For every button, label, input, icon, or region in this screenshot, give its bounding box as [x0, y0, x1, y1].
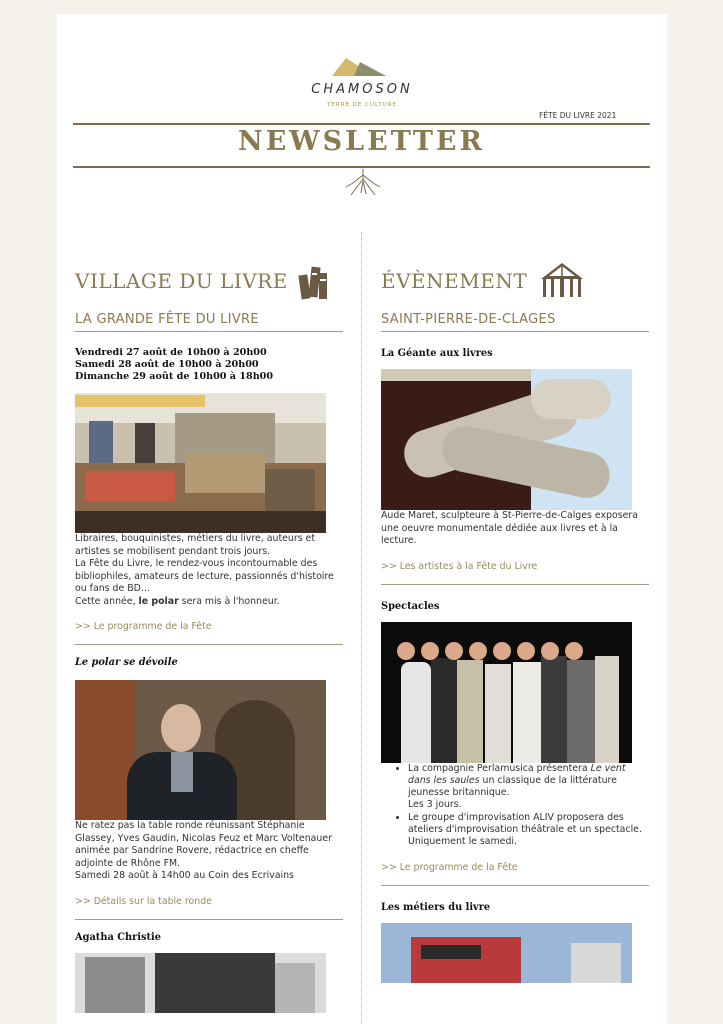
column-divider — [361, 232, 362, 1024]
separator — [381, 584, 649, 585]
sculpture-photo[interactable] — [381, 369, 632, 510]
bullet-text: un classique de la littérature jeunesse britannique. — [408, 774, 617, 799]
list-item — [408, 763, 649, 812]
edition-label: FÊTE DU LIVRE 2021 — [539, 111, 617, 120]
polar-title: Le polar se dévoile — [75, 657, 178, 668]
book-market-photo[interactable] — [75, 393, 326, 533]
photo-person — [135, 423, 155, 463]
section-title-text: ÉVÈNEMENT — [381, 269, 528, 293]
header-rule-top — [73, 123, 650, 125]
tent-icon — [537, 261, 587, 301]
newsletter-page — [57, 14, 667, 1024]
list-item — [408, 812, 649, 849]
photo-scarf — [171, 752, 193, 792]
programme-link[interactable]: >> Le programme de la Fête — [75, 621, 212, 632]
subtitle-grande-fete: LA GRANDE FÊTE DU LIVRE — [75, 312, 343, 332]
bullet-text: La compagnie Perlamusica présentera — [408, 762, 591, 774]
photo-performer — [485, 664, 511, 763]
photo-performer — [595, 656, 619, 763]
highlight-line — [75, 596, 343, 609]
books-icon — [298, 261, 330, 301]
photo-face — [161, 704, 201, 752]
train-photo[interactable] — [381, 923, 632, 983]
artistes-link[interactable]: >> Les artistes à la Fête du Livre — [381, 560, 538, 572]
agatha-photo[interactable] — [75, 953, 326, 1013]
section-title-evenement — [381, 258, 649, 304]
logo-tagline: TERRE DE CULTURE — [326, 102, 397, 108]
polar-when: Samedi 28 août à 14h00 au Coin des Ecrivains — [75, 870, 294, 881]
author-photo[interactable] — [75, 680, 326, 820]
intro-line: Libraires, bouquinistes, métiers du livre, auteurs et artistes se mobilisent pendant trois jours. — [75, 533, 315, 557]
photo-awning — [75, 395, 205, 407]
chamoson-logo[interactable] — [302, 54, 422, 116]
intro-text — [75, 533, 343, 608]
highlight-pre: Cette année, — [75, 595, 139, 607]
left-column — [75, 258, 343, 1013]
dates-block — [75, 347, 343, 383]
spectacles-title: Spectacles — [381, 600, 440, 612]
photo-performer — [431, 658, 457, 763]
photo-performer — [513, 662, 541, 763]
separator — [75, 919, 343, 920]
photo-pages — [381, 369, 531, 381]
logo-name: CHAMOSON — [311, 82, 413, 97]
photo-faces — [397, 642, 622, 664]
bullet-extra: Uniquement le samedi. — [408, 836, 517, 848]
photo-shelf — [155, 953, 275, 1013]
bullet-title: Le vent dans les saules — [408, 762, 626, 786]
photo-building — [571, 943, 621, 983]
photo-performer — [567, 660, 595, 763]
section-title-text: VILLAGE DU LIVRE — [75, 269, 288, 293]
intro-line: La Fête du Livre, le rendez-vous incontournable des bibliophiles, amateurs de lecture, passionnés d'histoire ou fans de BD… — [75, 558, 334, 594]
programme-link[interactable]: >> Le programme de la Fête — [381, 861, 518, 873]
highlight-post: sera mis à l'honneur. — [178, 595, 280, 607]
photo-books-stack — [185, 453, 265, 493]
geante-title: La Géante aux livres — [381, 348, 493, 359]
date-line: Vendredi 27 août de 10h00 à 20h00 — [75, 347, 267, 358]
polar-text-line: Ne ratez pas la table ronde réunissant Stéphanie Glassey, Yves Gaudin, Nicolas Feuz et Marc Voltenauer animée par Sandrine Rovere, rédactrice en cheffe adjointe de Rhône FM. — [75, 820, 332, 869]
bullet-text: Le groupe d'improvisation ALIV proposera des ateliers d'improvisation théâtrale et un spectacle. — [408, 811, 642, 835]
roots-icon — [343, 169, 383, 197]
logo-mark-right — [354, 62, 386, 76]
metiers-title: Les métiers du livre — [381, 901, 491, 913]
date-line: Dimanche 29 août de 10h00 à 18h00 — [75, 371, 274, 382]
spectacle-photo[interactable] — [381, 622, 632, 763]
right-column — [381, 258, 649, 983]
photo-performer — [457, 660, 483, 763]
date-line: Samedi 28 août de 10h00 à 20h00 — [75, 359, 259, 370]
bullet-extra: Les 3 jours. — [408, 799, 462, 811]
photo-table-front — [75, 511, 326, 533]
photo-performer — [401, 662, 431, 763]
header-rule-bottom — [73, 166, 650, 168]
highlight-bold: le polar — [138, 595, 179, 607]
separator — [75, 644, 343, 645]
polar-text — [75, 820, 343, 883]
photo-performer — [541, 656, 567, 763]
spectacles-list — [381, 763, 649, 849]
photo-train-window — [421, 945, 481, 959]
photo-books-light — [275, 963, 315, 1013]
photo-door-left — [75, 680, 135, 820]
geante-text: Aude Maret, sculpteure à St-Pierre-de-Calges exposera une oeuvre monumentale dédiée aux livres et à la lecture. — [381, 510, 638, 546]
photo-knot — [531, 379, 611, 419]
photo-books-red — [85, 471, 175, 501]
agatha-title: Agatha Christie — [75, 931, 162, 943]
photo-train — [411, 937, 521, 983]
table-ronde-link[interactable]: >> Détails sur la table ronde — [75, 895, 212, 907]
separator — [381, 885, 649, 886]
photo-books-gray — [85, 957, 145, 1013]
photo-person — [89, 421, 113, 465]
subtitle-saint-pierre: SAINT-PIERRE-DE-CLAGES — [381, 312, 649, 332]
newsletter-title: NEWSLETTER — [238, 126, 485, 157]
section-title-village — [75, 258, 343, 304]
